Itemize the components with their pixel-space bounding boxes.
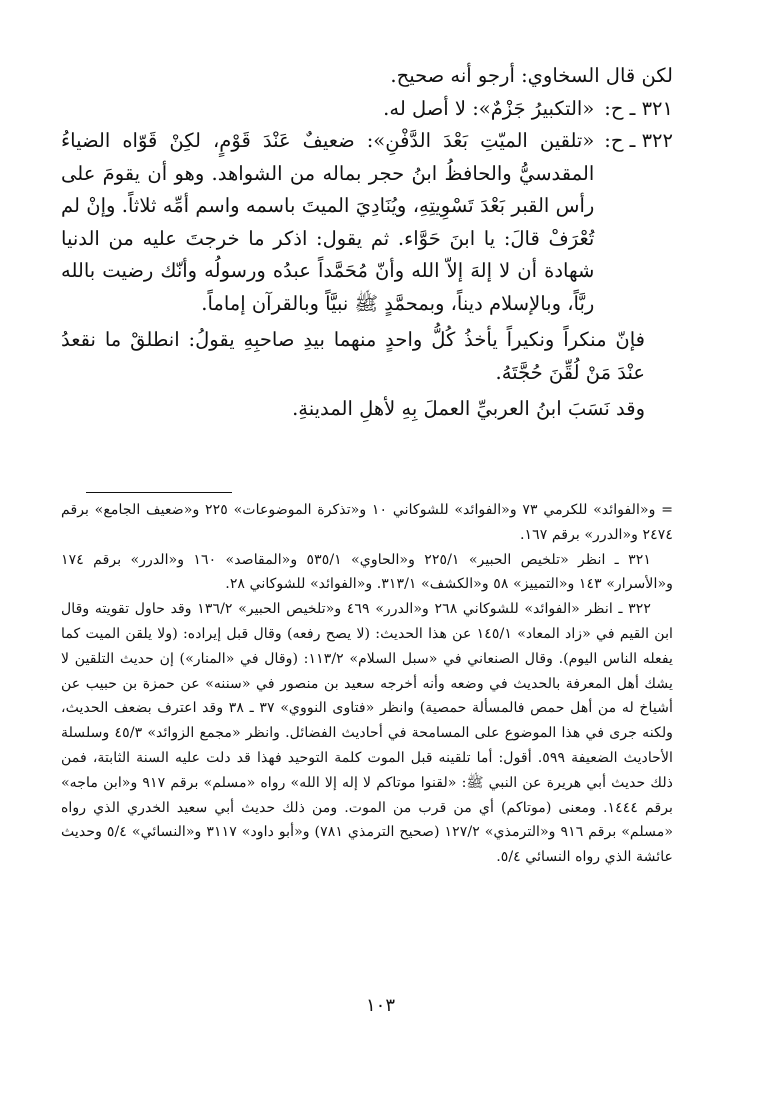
page-number: ١٠٣ [365,995,395,1016]
footnote-separator [86,492,232,493]
paragraph-munkar-nakir: فإنّ منكراً ونكيراً يأخذُ كُلُّ واحدٍ منهما بيدِ صاحبِهِ يقولُ: انطلقْ ما نقعدُ عنْدَ مَنْ لُقِّنَ حُجَّتَهُ. [61,328,645,384]
entry-321 [61,93,673,126]
paragraph-ibn-arabi: وقد نَسَبَ ابنُ العربيِّ العملَ بِهِ لأهلِ المدينةِ. [292,397,645,420]
entry-322-number: ٣٢٢ ـ ح: [604,129,673,152]
footnote-321: ٣٢١ ـ انظر «تلخيص الحبير» ٢٢٥/١ و«الحاوي» ٥٣٥/١ و«المقاصد» ١٦٠ و«الدرر» برقم ١٧٤ و«الأسرار» ١٤٣ و«التمييز» ٥٨ و«الكشف» ٣١٣/١. و«الفوائد» للشوكاني ٢٨. [61,551,673,593]
main-text [61,60,673,426]
footnotes [61,498,673,870]
footnote-continuation: = و«الفوائد» للكرمي ٧٣ و«الفوائد» للشوكاني ١٠ و«تذكرة الموضوعات» ٢٢٥ و«ضعيف الجامع» برقم ٢٤٧٤ و«الدرر» برقم ١٦٧. [61,502,674,543]
footnote-322: ٣٢٢ ـ انظر «الفوائد» للشوكاني ٢٦٨ و«الدرر» ٤٦٩ و«تلخيص الحبير» ١٣٦/٢ وقد حاول تقويته وقال ابن القيم في «زاد المعاد» ١٤٥/١ عن هذا الحديث: (لا يصح رفعه) وقال قبل إيراده: (ولا يلقن الميت كما يفعله الناس اليوم). وقال الصنعاني في «سبل السلام» ١١٣/٢: (وقال في «المنار») إن حديث التلقين لا يشك أهل المعرفة بالحديث في وضعه وأنه أخرجه سعيد بن منصور في «سننه» عن حمزة بن حبيب عن أشياخ له من أهل حمص فالمسألة حمصية) وانظر «فتاوى النووي» ٣٧ ـ ٣٨ وقد اعترف بضعف الحديث، ولكنه جرى في هذا الموضوع على المسامحة في أحاديث الفضائل. وانظر «مجمع الزوائد» ٤٥/٣ وسلسلة الأحاديث الضعيفة ٥٩٩. أقول: أما تلقينه قبل الموت كلمة التوحيد فهذا قد دلت عليه السنة الثابتة، فمن ذلك حديث أبي هريرة عن النبي ﷺ: «لقنوا موتاكم لا إله إلا الله» رواه «مسلم» برقم ٩١٧ و«ابن ماجه» برقم ١٤٤٤. ومعنى (موتاكم) أي من قرب من الموت. ومن ذلك حديث أبي سعيد الخدري الذي رواه «مسلم» برقم ٩١٦ و«الترمذي» ١٢٧/٢ (صحيح الترمذي ٧٨١) و«أبو داود» ٣١١٧ و«النسائي» ٥/٤ وحديث عائشة الذي رواه النسائي ٥/٤. [61,601,674,866]
entry-322-text: «تلقين الميّتِ بَعْدَ الدَّفْنِ»: ضعيفٌ عَنْدَ قَوْمٍ، لكِنْ قَوّاه الضياءُ المقدسيُّ والحافظُ ابنُ حجر بماله من الشواهد. وهو أن يقومَ على رأس القبر بَعْدَ تَسْوِيتِهِ، ويُنَادِيَ الميتَ باسمه واسم أمِّه ثلاثاً. وإنْ لم تُعْرَفْ قالَ: يا ابنَ حَوَّاء. ثم يقول: اذكر ما خرجتَ عليه من الدنيا شهادة أن لا إلهَ إلاّ الله وأنّ مُحَمَّداً عبدُه ورسولُه وأنّك رضيت بالله ربَّاً، وبالإسلام ديناً، وبمحمَّدٍ ﷺ نبيَّاً وبالقرآن إماماً. [61,129,595,315]
opening-line: لكن قال السخاوي: أرجو أنه صحيح. [390,64,673,87]
entry-321-number: ٣٢١ ـ ح: [604,96,673,120]
entry-322 [61,125,673,320]
entry-321-text: «التكبيرُ جَزْمٌ»: لا أصل له. [383,96,595,120]
